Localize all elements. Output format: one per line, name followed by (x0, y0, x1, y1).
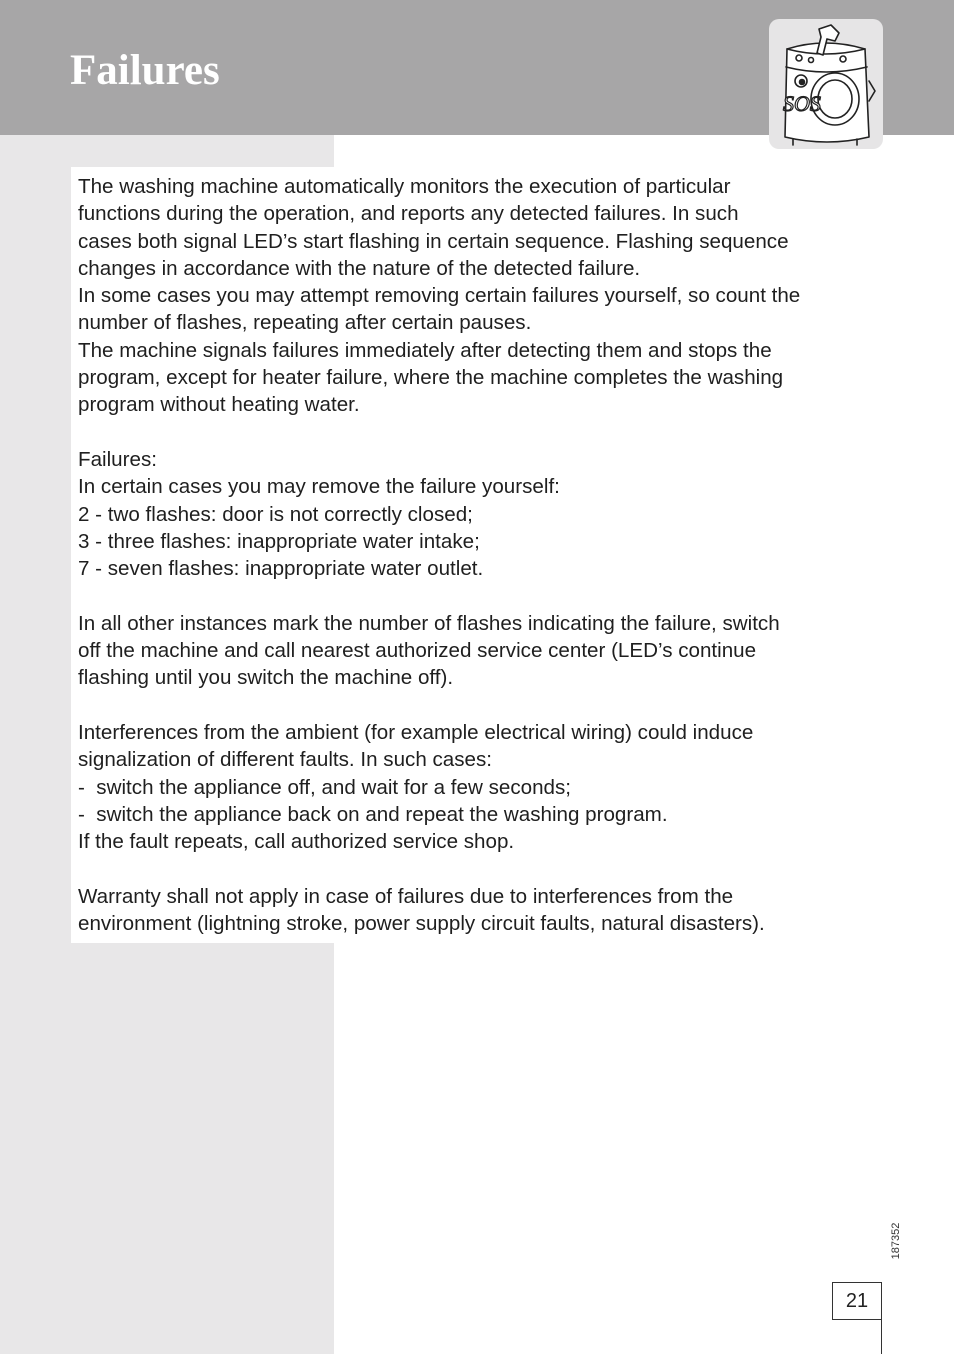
text-line: - switch the appliance off, and wait for a few seconds; (78, 775, 571, 799)
svg-text:SOS: SOS (783, 91, 821, 116)
washing-machine-sos-icon (769, 19, 883, 149)
page-number: 21 (845, 1290, 869, 1312)
text-line: number of flashes, repeating after certain pauses. (78, 311, 532, 335)
page-number-rule (881, 1320, 882, 1354)
page-title: Failures (70, 47, 220, 94)
paragraph-interferences (78, 719, 878, 855)
paragraph-warranty (78, 883, 878, 938)
paragraph-other-instances (78, 610, 878, 692)
text-line: In all other instances mark the number of flashes indicating the failure, switch (78, 611, 780, 635)
text-line: changes in accordance with the nature of the detected failure. (78, 256, 641, 280)
text-line: The washing machine automatically monitors the execution of particular (78, 175, 731, 198)
text-line: Failures: (78, 447, 157, 471)
text-line: Interferences from the ambient (for example electrical wiring) could induce (78, 720, 754, 744)
text-line: cases both signal LED’s start flashing in certain sequence. Flashing sequence (78, 229, 789, 253)
text-line: 2 - two flashes: door is not correctly closed; (78, 502, 473, 526)
text-line: off the machine and call nearest authorized service center (LED’s continue (78, 639, 757, 663)
paragraph-failure-list (78, 446, 878, 582)
text-line: The machine signals failures immediately after detecting them and stops the (78, 338, 772, 362)
text-line: - switch the appliance back on and repeat the washing program. (78, 802, 668, 826)
text-line: 7 - seven flashes: inappropriate water outlet. (78, 557, 484, 581)
document-number (886, 1222, 906, 1262)
page-number-box (832, 1282, 882, 1320)
text-line: functions during the operation, and reports any detected failures. In such (78, 202, 739, 226)
document-number-text: 187352 (890, 1222, 902, 1260)
text-line: If the fault repeats, call authorized service shop. (78, 830, 515, 854)
text-line: program without heating water. (78, 393, 360, 417)
body-text (78, 173, 878, 937)
text-line: Warranty shall not apply in case of failures due to interferences from the (78, 884, 734, 908)
text-line: flashing until you switch the machine off). (78, 666, 454, 690)
paragraph-intro (78, 173, 878, 419)
text-line: program, except for heater failure, where the machine completes the washing (78, 366, 784, 390)
text-line: signalization of different faults. In such cases: (78, 748, 493, 772)
text-line: In certain cases you may remove the failure yourself: (78, 475, 560, 499)
text-line: In some cases you may attempt removing certain failures yourself, so count the (78, 284, 801, 308)
text-line: 3 - three flashes: inappropriate water intake; (78, 529, 480, 553)
text-line: environment (lightning stroke, power supply circuit faults, natural disasters). (78, 912, 765, 936)
